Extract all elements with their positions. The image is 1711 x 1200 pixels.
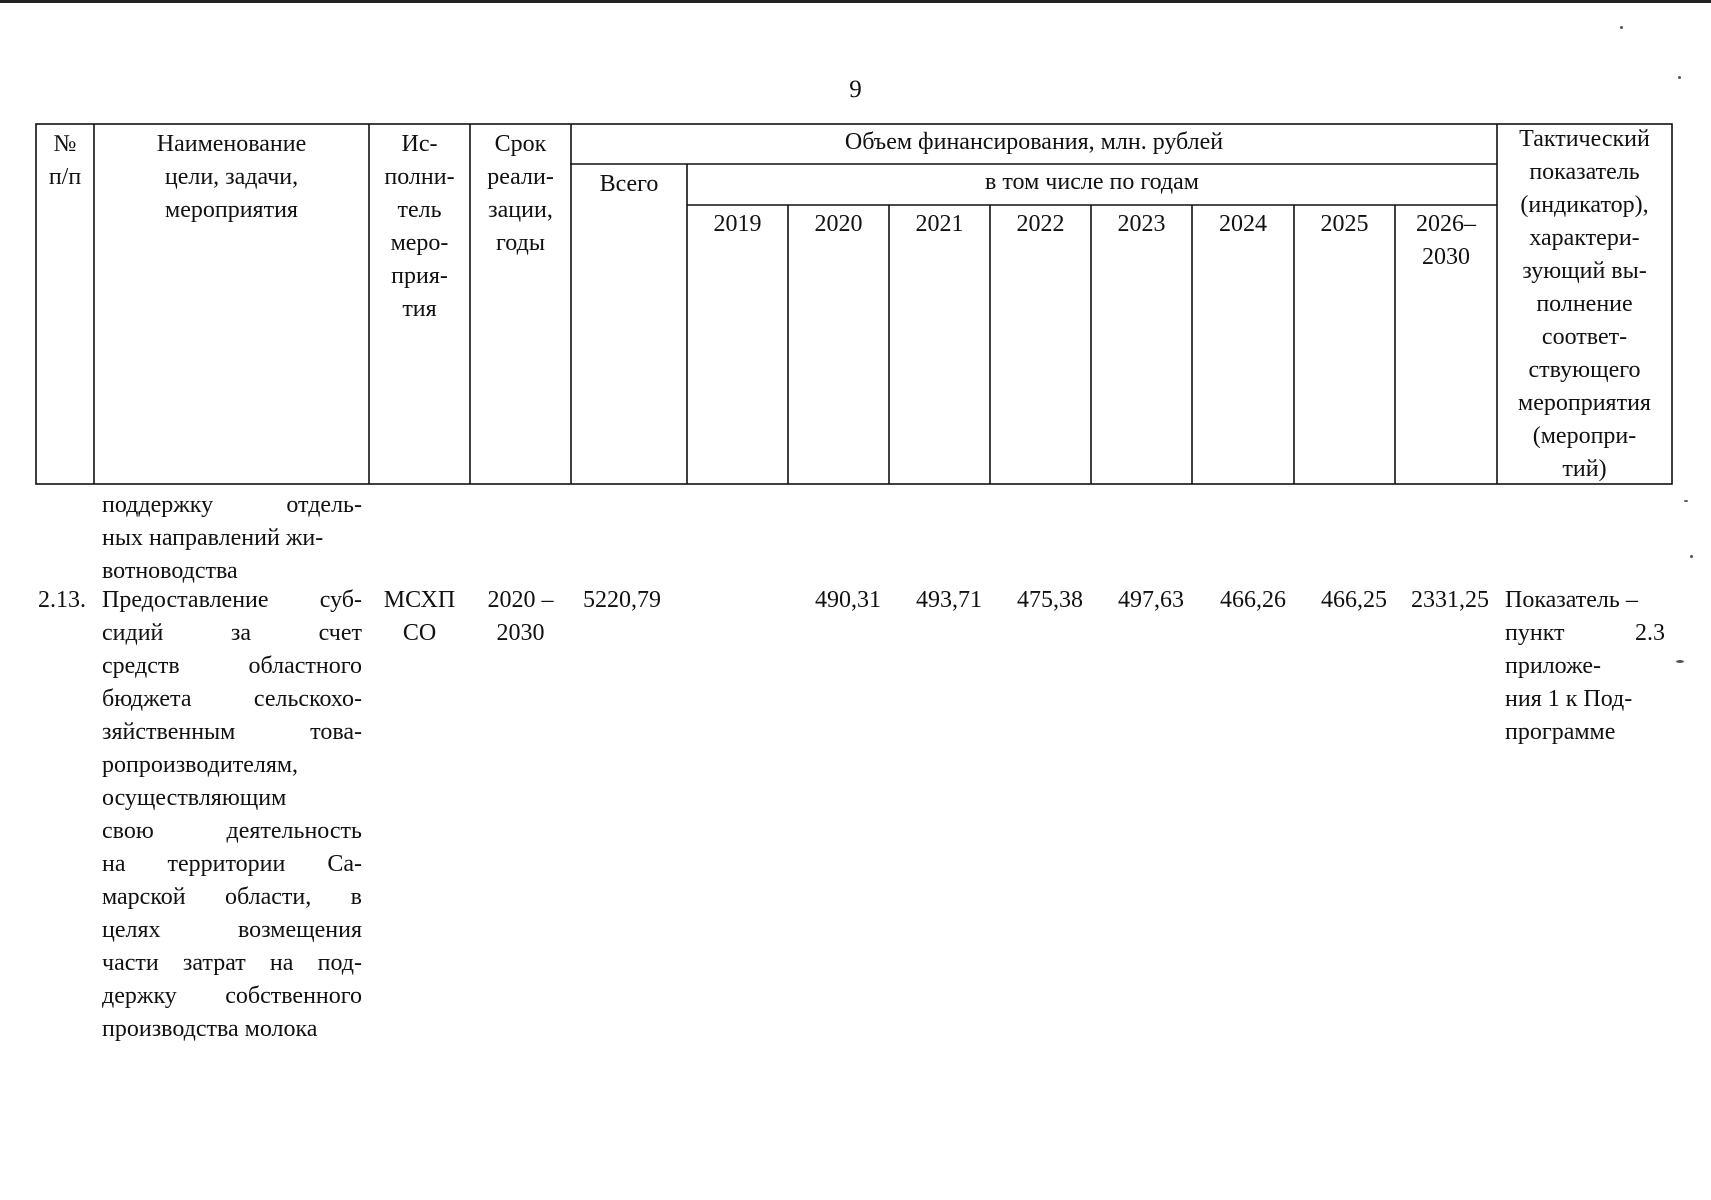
header-term: Срок реали- зации, годы: [487, 131, 554, 256]
header-year-2026-2030: 2026– 2030: [1416, 211, 1476, 270]
header-year-2021: 2021: [915, 211, 964, 237]
scan-speck: [1684, 500, 1688, 502]
header-executor: Ис- полни- тель меро- прия- тия: [384, 131, 455, 322]
header-year-2022: 2022: [1016, 211, 1065, 237]
continuation-text: поддержку отдель- ных направлений жи- вотноводства: [102, 492, 362, 584]
row-value-2022: 475,38: [1017, 587, 1083, 613]
header-by-years: в том числе по годам: [985, 169, 1199, 195]
header-year-2025: 2025: [1320, 211, 1369, 237]
row-value-2021: 493,71: [916, 587, 982, 613]
header-funding-title: Объем финансирования, млн. рублей: [844, 129, 1224, 155]
row-name: Предоставление суб- сидий за счет средств областного бюджета сельскохо- зяйственным това- ропроизводителям, осуществляющим свою деятельность на территории Са- марской области, в целях возмещения части затрат на под- держку собственного производства молока: [102, 587, 362, 1042]
row-value-2026-2030: 2331,25: [1411, 587, 1489, 613]
header-total: Всего: [599, 171, 659, 197]
header-year-2020: 2020: [814, 211, 863, 237]
row-total: 5220,79: [583, 587, 661, 613]
header-year-2024: 2024: [1219, 211, 1267, 237]
row-executor: МСХП СО: [383, 587, 456, 646]
row-value-2024: 466,26: [1220, 587, 1286, 613]
header-year-2019: 2019: [713, 211, 762, 237]
row-indicator: Показатель – пункт 2.3 приложе- ния 1 к Под- программе: [1505, 587, 1665, 745]
scan-speck: [1620, 26, 1623, 29]
header-indicator: Тактический показатель (индикатор), характери- зующий вы- полнение соответ- ствующего мероприятия (меропри- тий): [1518, 126, 1651, 482]
row-value-2023: 497,63: [1118, 587, 1184, 613]
row-term: 2020 – 2030: [487, 587, 554, 646]
header-num: № п/п: [48, 131, 82, 190]
header-year-2023: 2023: [1117, 211, 1166, 237]
row-num: 2.13.: [38, 587, 86, 613]
row-value-2020: 490,31: [815, 587, 881, 613]
scan-speck: [1690, 555, 1693, 558]
scan-speck: [1678, 76, 1681, 79]
row-value-2025: 466,25: [1321, 587, 1387, 613]
header-name: Наименование цели, задачи, мероприятия: [156, 131, 307, 223]
page-number: 9: [849, 76, 862, 103]
scan-speck: [1676, 660, 1684, 663]
